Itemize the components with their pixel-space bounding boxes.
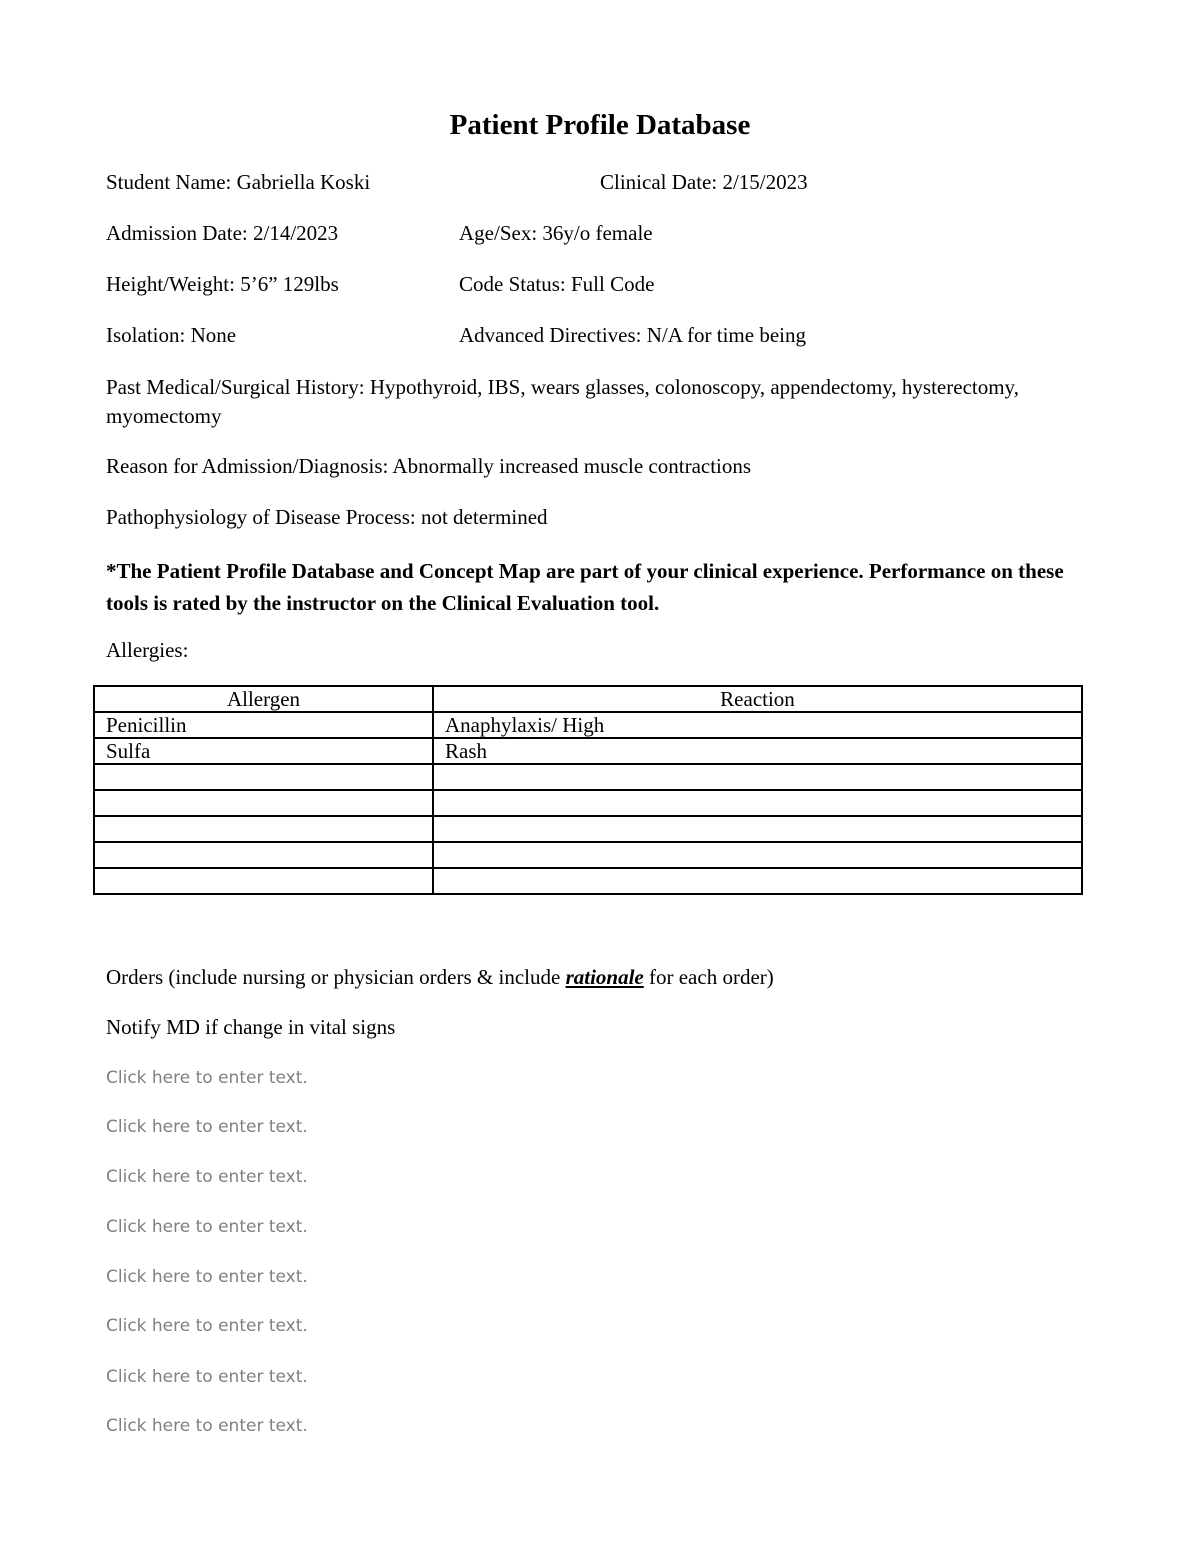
allergen-cell: [94, 764, 433, 790]
order-text-field[interactable]: Click here to enter text.: [106, 1068, 308, 1088]
rationale-emphasis: rationale: [565, 965, 644, 989]
reaction-cell: [433, 764, 1082, 790]
student-name-field: Student Name: Gabriella Koski: [106, 170, 371, 194]
table-row: [94, 816, 1082, 842]
order-text-field[interactable]: Click here to enter text.: [106, 1167, 308, 1187]
allergen-cell: Sulfa: [94, 738, 433, 764]
reaction-cell: [433, 816, 1082, 842]
table-row: [94, 712, 1082, 738]
first-order: Notify MD if change in vital signs: [106, 1015, 396, 1039]
reaction-cell: [433, 868, 1082, 894]
table-row: [94, 790, 1082, 816]
allergen-cell: [94, 816, 433, 842]
clinical-date-field: Clinical Date: 2/15/2023: [600, 170, 808, 194]
table-row: [94, 764, 1082, 790]
admission-date-field: Admission Date: 2/14/2023: [106, 221, 339, 245]
allergies-table: [93, 685, 1083, 895]
orders-heading-suffix: for each order): [643, 965, 774, 989]
order-text-field[interactable]: Click here to enter text.: [106, 1217, 308, 1237]
order-text-field[interactable]: Click here to enter text.: [106, 1416, 308, 1436]
pathophysiology-field: Pathophysiology of Disease Process: not determined: [106, 505, 548, 529]
age-sex-field: Age/Sex: 36y/o female: [459, 221, 653, 245]
reaction-cell: [433, 842, 1082, 868]
past-history-field: Past Medical/Surgical History: Hypothyroid, IBS, wears glasses, colonoscopy, appendectomy, hysterectomy, myomectomy: [106, 375, 1019, 428]
order-text-field[interactable]: Click here to enter text.: [106, 1117, 308, 1137]
order-text-field[interactable]: Click here to enter text.: [106, 1316, 308, 1336]
reason-admission-field: Reason for Admission/Diagnosis: Abnormally increased muscle contractions: [106, 454, 752, 478]
allergen-cell: [94, 868, 433, 894]
allergen-header: Allergen: [94, 686, 433, 712]
order-text-field[interactable]: Click here to enter text.: [106, 1267, 308, 1287]
table-row: [94, 842, 1082, 868]
allergen-cell: [94, 842, 433, 868]
allergen-cell: Penicillin: [94, 712, 433, 738]
reaction-header: Reaction: [433, 686, 1082, 712]
table-header-row: [94, 686, 1082, 712]
evaluation-note: *The Patient Profile Database and Concept Map are part of your clinical experience. Performance on these tools is rated by the instructor on the Clinical Evaluation tool.: [106, 559, 1064, 615]
isolation-field: Isolation: None: [106, 323, 237, 347]
allergen-cell: [94, 790, 433, 816]
height-weight-field: Height/Weight: 5’6” 129lbs: [106, 272, 339, 296]
orders-heading: [106, 964, 774, 990]
reaction-cell: Rash: [433, 738, 1082, 764]
orders-heading-prefix: Orders (include nursing or physician orders & include: [106, 965, 566, 989]
order-text-field[interactable]: Click here to enter text.: [106, 1367, 308, 1387]
reaction-cell: [433, 790, 1082, 816]
reaction-cell: Anaphylaxis/ High: [433, 712, 1082, 738]
table-row: [94, 738, 1082, 764]
code-status-field: Code Status: Full Code: [459, 272, 655, 296]
advanced-directives-field: Advanced Directives: N/A for time being: [459, 323, 806, 347]
table-row: [94, 868, 1082, 894]
page-title: Patient Profile Database: [449, 109, 751, 141]
allergies-label: Allergies:: [106, 638, 189, 662]
